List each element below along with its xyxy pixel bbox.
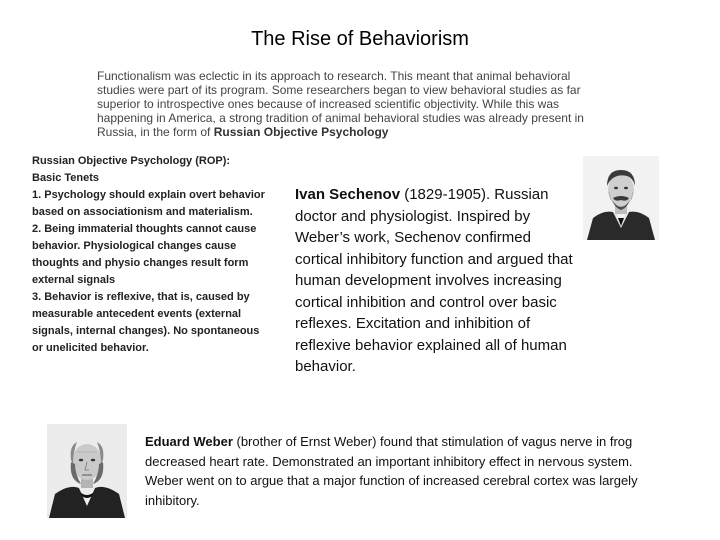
sechenov-name: Ivan Sechenov bbox=[295, 186, 401, 203]
rop-subheading: Basic Tenets bbox=[32, 172, 100, 184]
rop-tenet-2: 2. Being immaterial thoughts cannot cause behavior. Physiological changes cause thoughts and physio changes result form external signals bbox=[32, 223, 257, 286]
weber-portrait bbox=[47, 424, 127, 518]
weber-text: (brother of Ernst Weber) found that stimulation of vagus nerve in frog decreased heart rate. Demonstrated an important inhibitory effect in nervous system. Weber went on to argue that a major function of increased cerebral cortex was largely inhibitory. bbox=[145, 434, 638, 508]
rop-tenet-3: 3. Behavior is reflexive, that is, caused by measurable antecedent events (external signals, internal changes). No spontaneous or unelicited behavior. bbox=[32, 291, 260, 354]
sechenov-portrait bbox=[583, 156, 659, 240]
intro-paragraph bbox=[97, 69, 597, 139]
intro-bold-term: Russian Objective Psychology bbox=[213, 125, 389, 139]
rop-tenet-1: 1. Psychology should explain overt behavior based on associationism and materialism. bbox=[32, 189, 265, 218]
rop-tenets-block bbox=[32, 153, 272, 357]
page-title: The Rise of Behaviorism bbox=[251, 28, 469, 50]
sechenov-paragraph bbox=[295, 184, 580, 378]
weber-paragraph bbox=[145, 432, 665, 510]
rop-heading: Russian Objective Psychology (ROP): bbox=[32, 155, 231, 167]
sechenov-text: (1829-1905). Russian doctor and physiologist. Inspired by Weber’s work, Sechenov confirmed cortical inhibitory function and argued that human development involves increasing cortical inhibition and control over basic reflexes. Excitation and inhibition of reflexive behavior explained all of human behavior. bbox=[295, 186, 573, 375]
weber-name: Eduard Weber bbox=[145, 434, 233, 449]
intro-text: Functionalism was eclectic in its approach to research. This meant that animal behavioral studies were part of its program. Some researchers began to view behavioral studies as far superior to introspective ones because of increased scientific objectivity. While this was happening in America, a strong tradition of animal behavioral studies was already present in Russia, in the form of bbox=[97, 69, 584, 139]
